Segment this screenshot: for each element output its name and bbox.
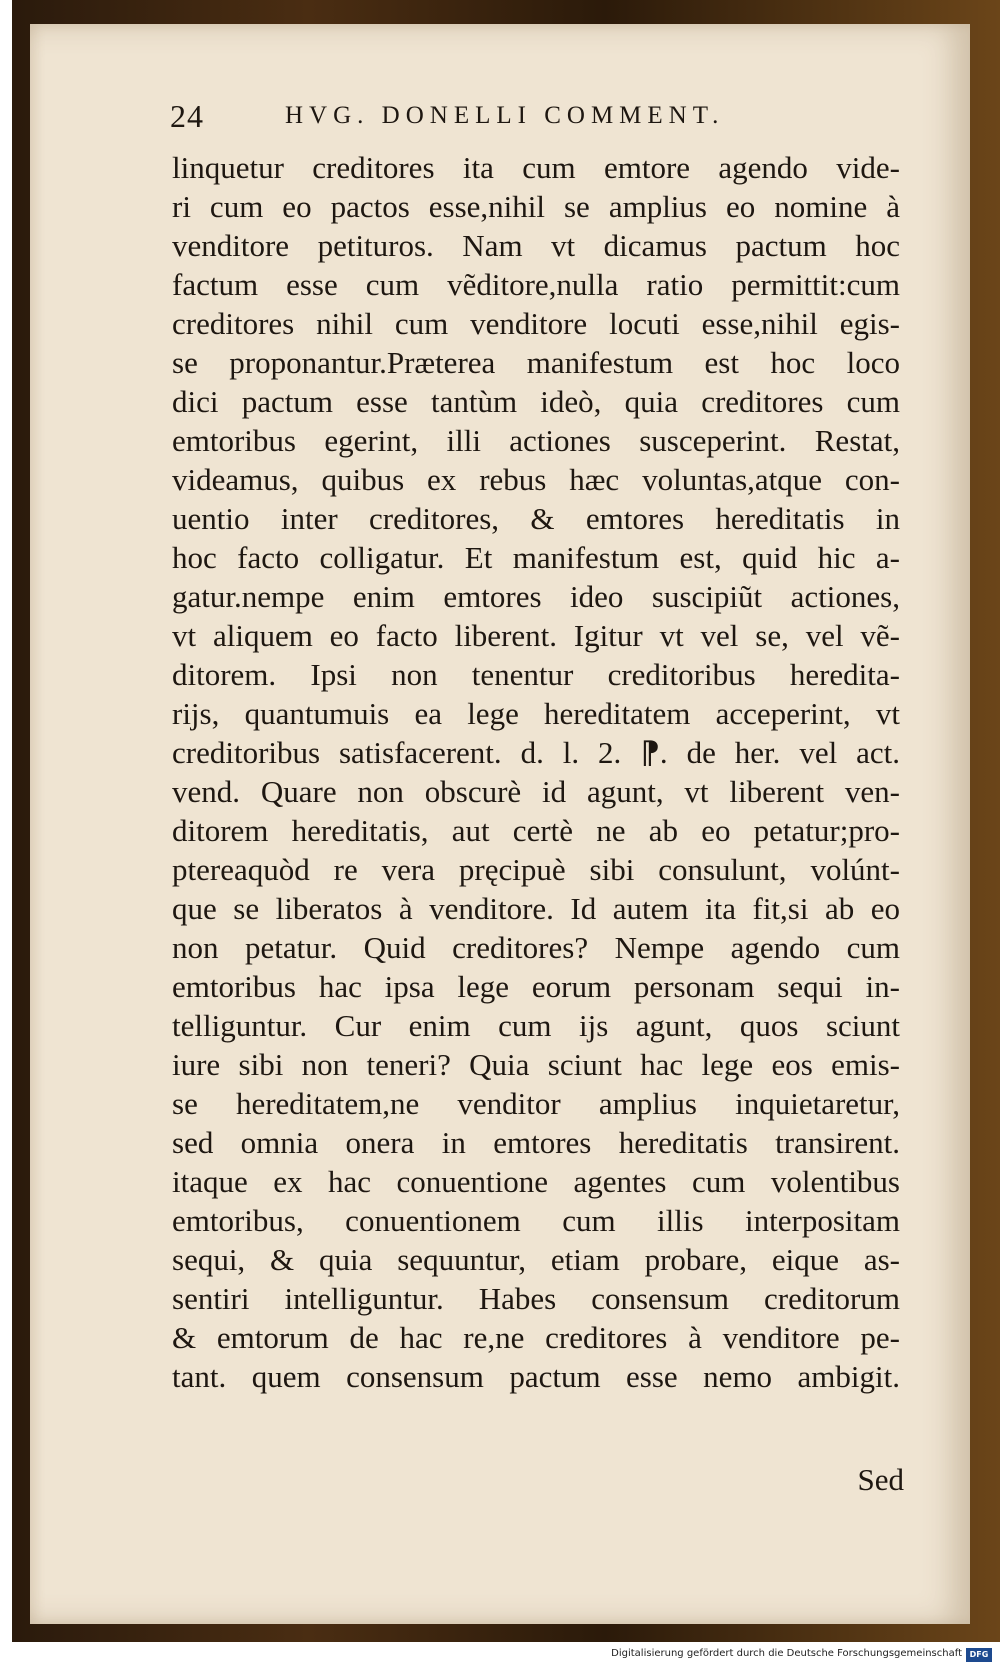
text-line: sentiri intelliguntur. Habes consensum creditorum: [172, 1281, 900, 1316]
text-line: videamus, quibus ex rebus hæc voluntas,atque con-: [172, 462, 900, 497]
footer-credit: Digitalisierung gefördert durch die Deutsche Forschungsgemeinschaft: [611, 1648, 962, 1659]
text-line: emtoribus, conuentionem cum illis interpositam: [172, 1203, 900, 1238]
text-line: ri cum eo pactos esse,nihil se amplius eo nomine à: [172, 189, 900, 224]
text-line: vt aliquem eo facto liberent. Igitur vt vel se, vel vẽ-: [172, 618, 900, 653]
text-line: uentio inter creditores, & emtores hereditatis in: [172, 501, 900, 536]
text-line: ditorem hereditatis, aut certè ne ab eo petatur;pro-: [172, 813, 900, 848]
text-line: se proponantur.Præterea manifestum est hoc loco: [172, 345, 900, 380]
dfg-logo: DFG: [966, 1648, 992, 1662]
text-line: iure sibi non teneri? Quia sciunt hac lege eos emis-: [172, 1047, 900, 1082]
footer-strip: [0, 1646, 1000, 1666]
text-line: creditoribus satisfacerent. d. l. 2. ⁋. de her. vel act.: [172, 735, 900, 770]
text-line: creditores nihil cum venditore locuti esse,nihil egis-: [172, 306, 900, 341]
text-line: tant. quem consensum pactum esse nemo ambigit.: [172, 1359, 900, 1394]
text-line: rijs, quantumuis ea lege hereditatem acceperint, vt: [172, 696, 900, 731]
text-line: telliguntur. Cur enim cum ijs agunt, quos sciunt: [172, 1008, 900, 1043]
text-line: dici pactum esse tantùm ideò, quia creditores cum: [172, 384, 900, 419]
text-line: hoc facto colligatur. Et manifestum est, quid hic a-: [172, 540, 900, 575]
body-text: [172, 148, 900, 1396]
text-line: emtoribus egerint, illi actiones susceperint. Restat,: [172, 423, 900, 458]
text-line: itaque ex hac conuentione agentes cum volentibus: [172, 1164, 900, 1199]
text-line: gatur.nempe enim emtores ideo suscipiũt actiones,: [172, 579, 900, 614]
text-line: venditore petituros. Nam vt dicamus pactum hoc: [172, 228, 900, 263]
text-line: factum esse cum vẽditore,nulla ratio permittit:cum: [172, 267, 900, 302]
text-line: sequi, & quia sequuntur, etiam probare, eique as-: [172, 1242, 900, 1277]
running-title: HVG. DONELLI COMMENT.: [285, 102, 725, 129]
page-number: 24: [170, 98, 204, 134]
text-line: & emtorum de hac re,ne creditores à venditore pe-: [172, 1320, 900, 1355]
catchword: Sed: [857, 1462, 904, 1497]
text-line: que se liberatos à venditore. Id autem ita fit,si ab eo: [172, 891, 900, 926]
text-line: sed omnia onera in emtores hereditatis transirent.: [172, 1125, 900, 1160]
text-line: linquetur creditores ita cum emtore agendo vide-: [172, 150, 900, 185]
text-line: emtoribus hac ipsa lege eorum personam sequi in-: [172, 969, 900, 1004]
text-line: ditorem. Ipsi non tenentur creditoribus heredita-: [172, 657, 900, 692]
text-line: se hereditatem,ne venditor amplius inquietaretur,: [172, 1086, 900, 1121]
text-line: vend. Quare non obscurè id agunt, vt liberent ven-: [172, 774, 900, 809]
text-line: non petatur. Quid creditores? Nempe agendo cum: [172, 930, 900, 965]
text-line: ptereaquòd re vera pręcipuè sibi consulunt, volúnt-: [172, 852, 900, 887]
page-header: [140, 98, 900, 138]
